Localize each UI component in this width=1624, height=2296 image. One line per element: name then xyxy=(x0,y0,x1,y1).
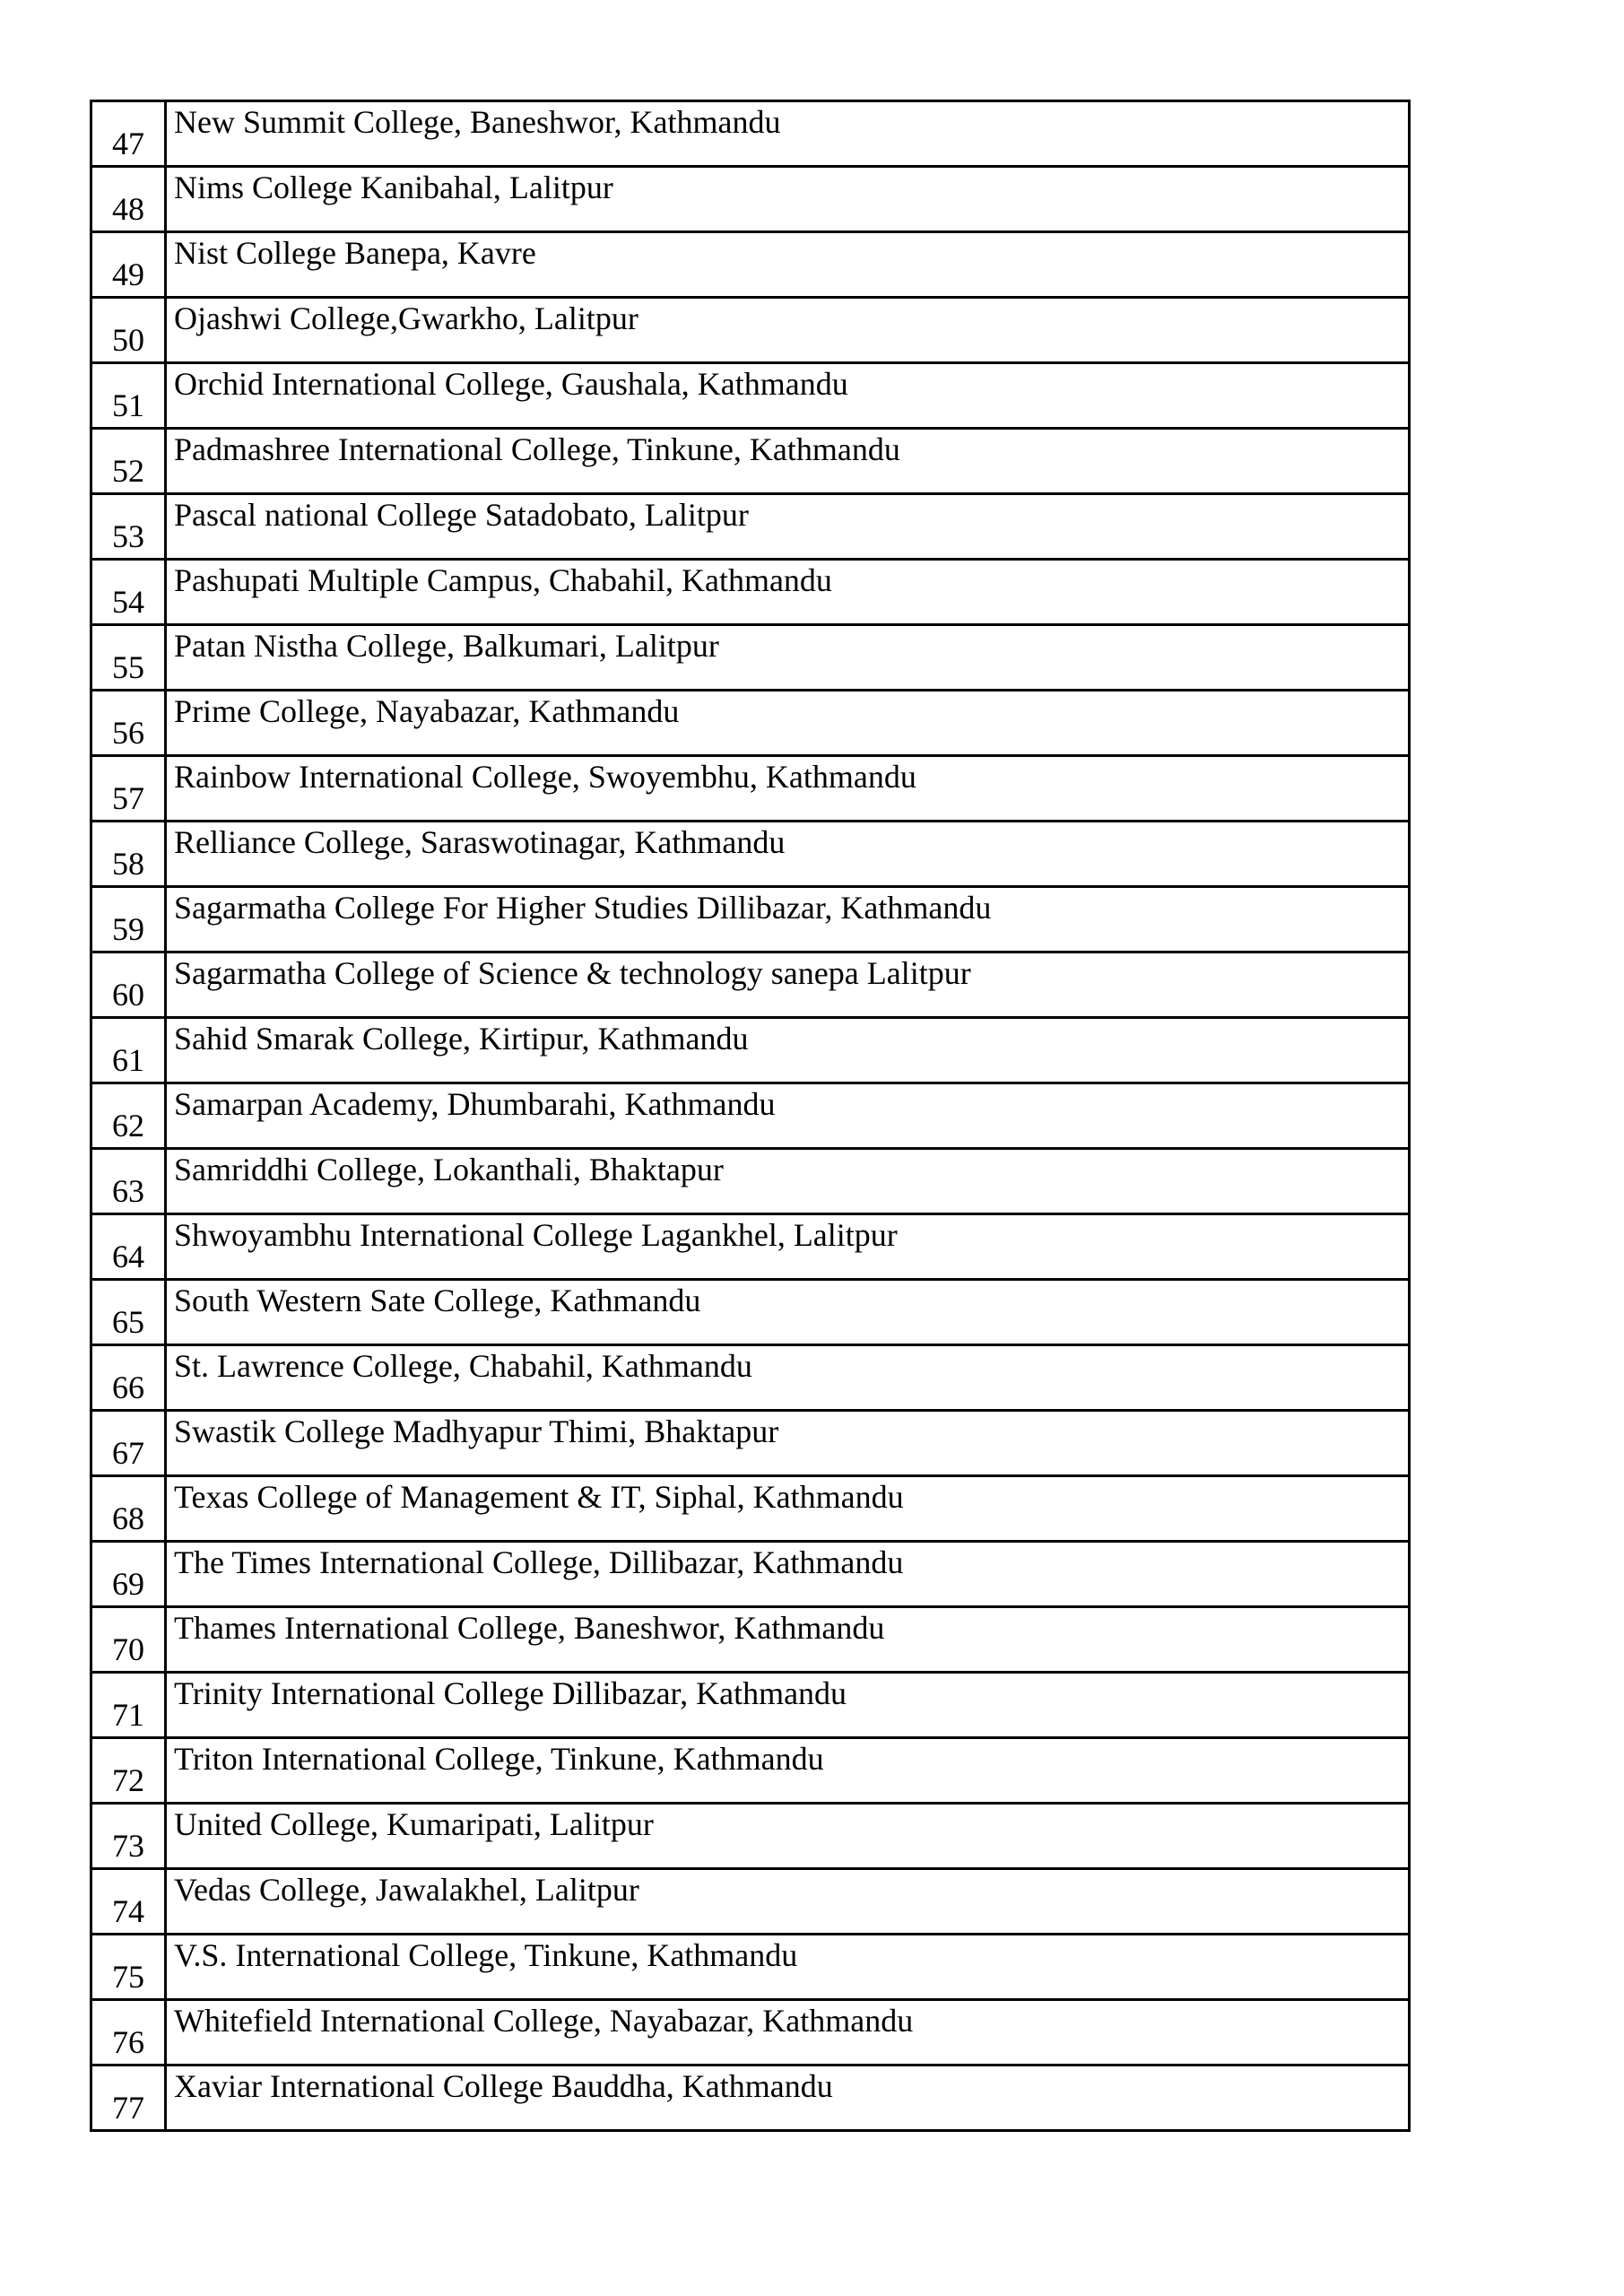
college-name: Sagarmatha College of Science & technology sanepa Lalitpur xyxy=(166,952,1410,1018)
row-number: 59 xyxy=(91,887,166,952)
row-number: 54 xyxy=(91,560,166,625)
college-name: Sagarmatha College For Higher Studies Dillibazar, Kathmandu xyxy=(166,887,1410,952)
row-number: 74 xyxy=(91,1869,166,1935)
college-name: Orchid International College, Gaushala, Kathmandu xyxy=(166,363,1410,429)
college-name: Prime College, Nayabazar, Kathmandu xyxy=(166,691,1410,756)
row-number: 50 xyxy=(91,298,166,363)
table-row xyxy=(91,1935,1410,2000)
college-name: Swastik College Madhyapur Thimi, Bhaktapur xyxy=(166,1411,1410,1476)
college-name: South Western Sate College, Kathmandu xyxy=(166,1280,1410,1345)
college-name: New Summit College, Baneshwor, Kathmandu xyxy=(166,101,1410,167)
row-number: 62 xyxy=(91,1083,166,1149)
college-name: United College, Kumaripati, Lalitpur xyxy=(166,1804,1410,1869)
college-name: V.S. International College, Tinkune, Kathmandu xyxy=(166,1935,1410,2000)
row-number: 57 xyxy=(91,756,166,822)
college-name: Relliance College, Saraswotinagar, Kathmandu xyxy=(166,822,1410,887)
college-name: Patan Nistha College, Balkumari, Lalitpur xyxy=(166,625,1410,691)
row-number: 67 xyxy=(91,1411,166,1476)
table-row xyxy=(91,887,1410,952)
table-row xyxy=(91,1607,1410,1673)
college-list-body xyxy=(91,101,1410,2131)
row-number: 47 xyxy=(91,101,166,167)
table-row xyxy=(91,1869,1410,1935)
table-row xyxy=(91,101,1410,167)
table-row xyxy=(91,952,1410,1018)
table-row xyxy=(91,1083,1410,1149)
college-name: Padmashree International College, Tinkune, Kathmandu xyxy=(166,429,1410,494)
row-number: 72 xyxy=(91,1738,166,1804)
college-name: St. Lawrence College, Chabahil, Kathmandu xyxy=(166,1345,1410,1411)
row-number: 71 xyxy=(91,1673,166,1738)
college-name: Thames International College, Baneshwor, Kathmandu xyxy=(166,1607,1410,1673)
row-number: 66 xyxy=(91,1345,166,1411)
college-name: Shwoyambhu International College Lagankhel, Lalitpur xyxy=(166,1214,1410,1280)
row-number: 73 xyxy=(91,1804,166,1869)
row-number: 63 xyxy=(91,1149,166,1214)
row-number: 76 xyxy=(91,2000,166,2066)
table-row xyxy=(91,232,1410,298)
college-name: Rainbow International College, Swoyembhu, Kathmandu xyxy=(166,756,1410,822)
row-number: 51 xyxy=(91,363,166,429)
row-number: 75 xyxy=(91,1935,166,2000)
row-number: 77 xyxy=(91,2066,166,2131)
row-number: 64 xyxy=(91,1214,166,1280)
table-row xyxy=(91,1542,1410,1607)
college-name: Samriddhi College, Lokanthali, Bhaktapur xyxy=(166,1149,1410,1214)
row-number: 55 xyxy=(91,625,166,691)
row-number: 61 xyxy=(91,1018,166,1083)
table-row xyxy=(91,691,1410,756)
row-number: 48 xyxy=(91,167,166,232)
table-row xyxy=(91,1476,1410,1542)
college-name: Texas College of Management & IT, Siphal, Kathmandu xyxy=(166,1476,1410,1542)
table-row xyxy=(91,363,1410,429)
row-number: 60 xyxy=(91,952,166,1018)
table-row xyxy=(91,494,1410,560)
table-row xyxy=(91,167,1410,232)
table-row xyxy=(91,625,1410,691)
row-number: 49 xyxy=(91,232,166,298)
row-number: 69 xyxy=(91,1542,166,1607)
table-row xyxy=(91,822,1410,887)
table-row xyxy=(91,1411,1410,1476)
table-row xyxy=(91,1149,1410,1214)
table-row xyxy=(91,2066,1410,2131)
table-row xyxy=(91,1345,1410,1411)
table-row xyxy=(91,1018,1410,1083)
college-name: Nims College Kanibahal, Lalitpur xyxy=(166,167,1410,232)
table-row xyxy=(91,1804,1410,1869)
college-name: Trinity International College Dillibazar, Kathmandu xyxy=(166,1673,1410,1738)
row-number: 58 xyxy=(91,822,166,887)
college-name: Pashupati Multiple Campus, Chabahil, Kathmandu xyxy=(166,560,1410,625)
table-row xyxy=(91,1673,1410,1738)
table-row xyxy=(91,1280,1410,1345)
college-name: Samarpan Academy, Dhumbarahi, Kathmandu xyxy=(166,1083,1410,1149)
row-number: 68 xyxy=(91,1476,166,1542)
college-name: The Times International College, Dillibazar, Kathmandu xyxy=(166,1542,1410,1607)
table-row xyxy=(91,2000,1410,2066)
college-name: Whitefield International College, Nayabazar, Kathmandu xyxy=(166,2000,1410,2066)
college-name: Triton International College, Tinkune, Kathmandu xyxy=(166,1738,1410,1804)
college-name: Pascal national College Satadobato, Lalitpur xyxy=(166,494,1410,560)
table-row xyxy=(91,1214,1410,1280)
row-number: 65 xyxy=(91,1280,166,1345)
row-number: 56 xyxy=(91,691,166,756)
table-row xyxy=(91,756,1410,822)
row-number: 70 xyxy=(91,1607,166,1673)
row-number: 53 xyxy=(91,494,166,560)
table-row xyxy=(91,429,1410,494)
table-row xyxy=(91,1738,1410,1804)
college-name: Nist College Banepa, Kavre xyxy=(166,232,1410,298)
college-name: Vedas College, Jawalakhel, Lalitpur xyxy=(166,1869,1410,1935)
college-name: Ojashwi College,Gwarkho, Lalitpur xyxy=(166,298,1410,363)
college-name: Xaviar International College Bauddha, Kathmandu xyxy=(166,2066,1410,2131)
row-number: 52 xyxy=(91,429,166,494)
college-list-table xyxy=(90,100,1411,2132)
table-row xyxy=(91,298,1410,363)
college-name: Sahid Smarak College, Kirtipur, Kathmandu xyxy=(166,1018,1410,1083)
table-row xyxy=(91,560,1410,625)
